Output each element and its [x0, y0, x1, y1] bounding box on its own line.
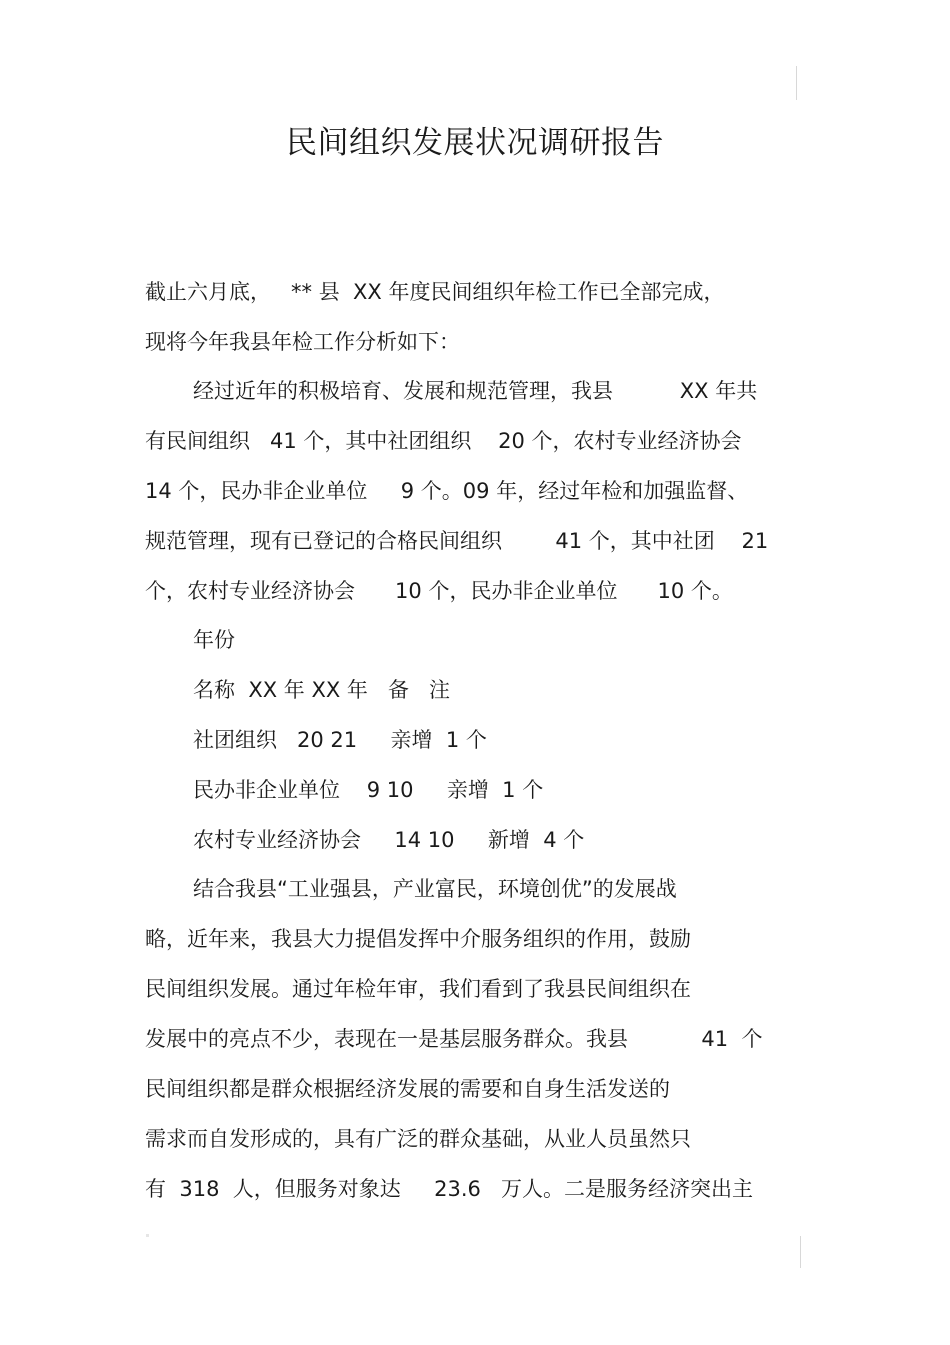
table-row: 农村专业经济协会 14 10 新增 4 个	[193, 828, 585, 852]
body-line: 需求而自发形成的，具有广泛的群众基础，从业人员虽然只	[145, 1127, 691, 1151]
body-line: 截止六月底， ** 县 XX 年度民间组织年检工作已全部完成，	[145, 280, 725, 304]
table-header-year: 年份	[193, 628, 235, 652]
table-header-columns: 名称 XX 年 XX 年 备 注	[193, 678, 450, 702]
body-line: 结合我县“工业强县，产业富民，环境创优”的发展战	[193, 877, 677, 901]
body-line: 略，近年来，我县大力提倡发挥中介服务组织的作用，鼓励	[145, 927, 691, 951]
body-line: 规范管理，现有已登记的合格民间组织 41 个，其中社团 21	[145, 529, 769, 553]
crop-mark-top	[796, 66, 797, 100]
body-line: 民间组织都是群众根据经济发展的需要和自身生活发送的	[145, 1077, 670, 1101]
body-line: 有民间组织 41 个，其中社团组织 20 个，农村专业经济协会	[145, 429, 742, 453]
body-line: 民间组织发展。通过年检年审，我们看到了我县民间组织在	[145, 977, 691, 1001]
body-line: 发展中的亮点不少，表现在一是基层服务群众。我县 41 个	[145, 1027, 763, 1051]
table-row: 社团组织 20 21 亲增 1 个	[193, 728, 487, 752]
table-row: 民办非企业单位 9 10 亲增 1 个	[193, 778, 544, 802]
scan-speck	[146, 1234, 149, 1237]
crop-mark-bottom	[800, 1236, 801, 1268]
body-line: 有 318 人，但服务对象达 23.6 万人。二是服务经济突出主	[145, 1177, 753, 1201]
body-line: 个，农村专业经济协会 10 个，民办非企业单位 10 个。	[145, 579, 733, 603]
document-title: 民间组织发展状况调研报告	[286, 125, 664, 161]
body-line: 经过近年的积极培育、发展和规范管理，我县 XX 年共	[193, 379, 758, 403]
body-line: 14 个，民办非企业单位 9 个。09 年，经过年检和加强监督、	[145, 479, 749, 503]
body-line: 现将今年我县年检工作分析如下：	[145, 330, 460, 354]
